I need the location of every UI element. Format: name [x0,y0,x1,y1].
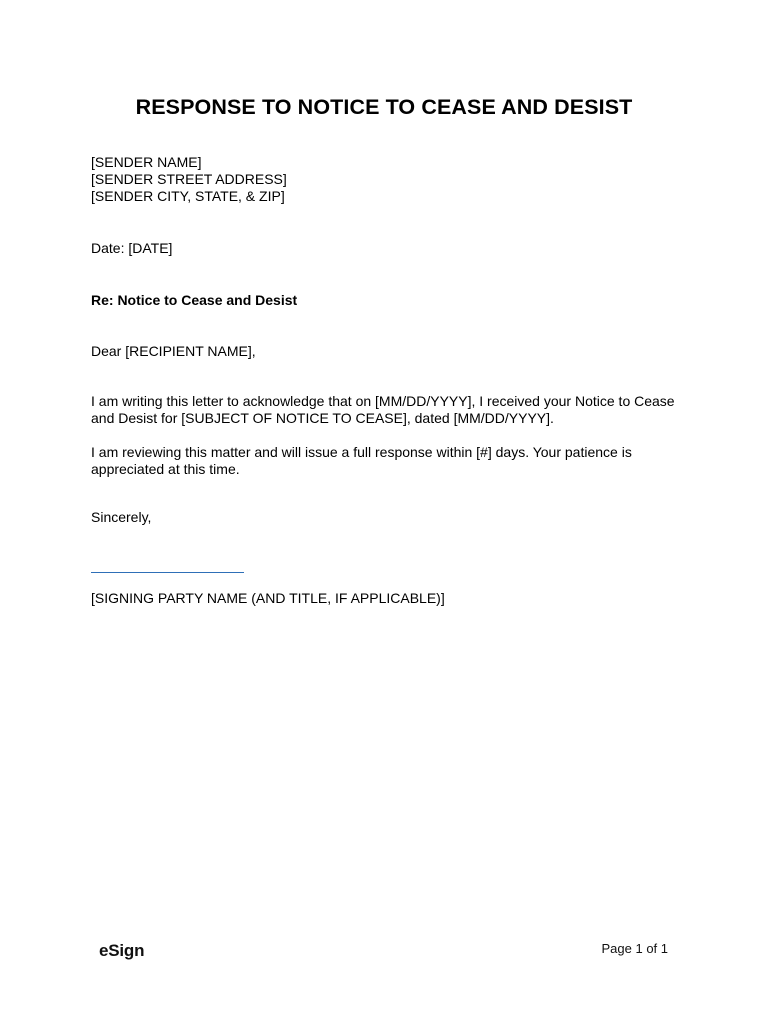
sender-name: [SENDER NAME] [91,154,202,170]
sender-address-block [91,154,691,205]
body-paragraph-acknowledgement: I am writing this letter to acknowledge that on [MM/DD/YYYY], I received your Notice to Cease and Desist for [SUBJECT OF NOTICE TO CEASE], dated [MM/DD/YYYY]. [91,393,675,426]
signing-party-name: [SIGNING PARTY NAME (AND TITLE, IF APPLICABLE)] [91,590,445,606]
page-number: Page 1 of 1 [601,941,668,956]
sender-city-state-zip: [SENDER CITY, STATE, & ZIP] [91,188,285,204]
body-paragraph-response-timeline: I am reviewing this matter and will issue a full response within [#] days. Your patience is appreciated at this time. [91,444,632,477]
date-line: Date: [DATE] [91,240,173,256]
esign-logo: eSign [99,941,145,960]
closing: Sincerely, [91,509,152,525]
signature-line [91,572,244,573]
sender-street-address: [SENDER STREET ADDRESS] [91,171,287,187]
salutation: Dear [RECIPIENT NAME], [91,343,256,359]
subject-line: Re: Notice to Cease and Desist [91,292,298,308]
document-title: RESPONSE TO NOTICE TO CEASE AND DESIST [135,95,633,119]
